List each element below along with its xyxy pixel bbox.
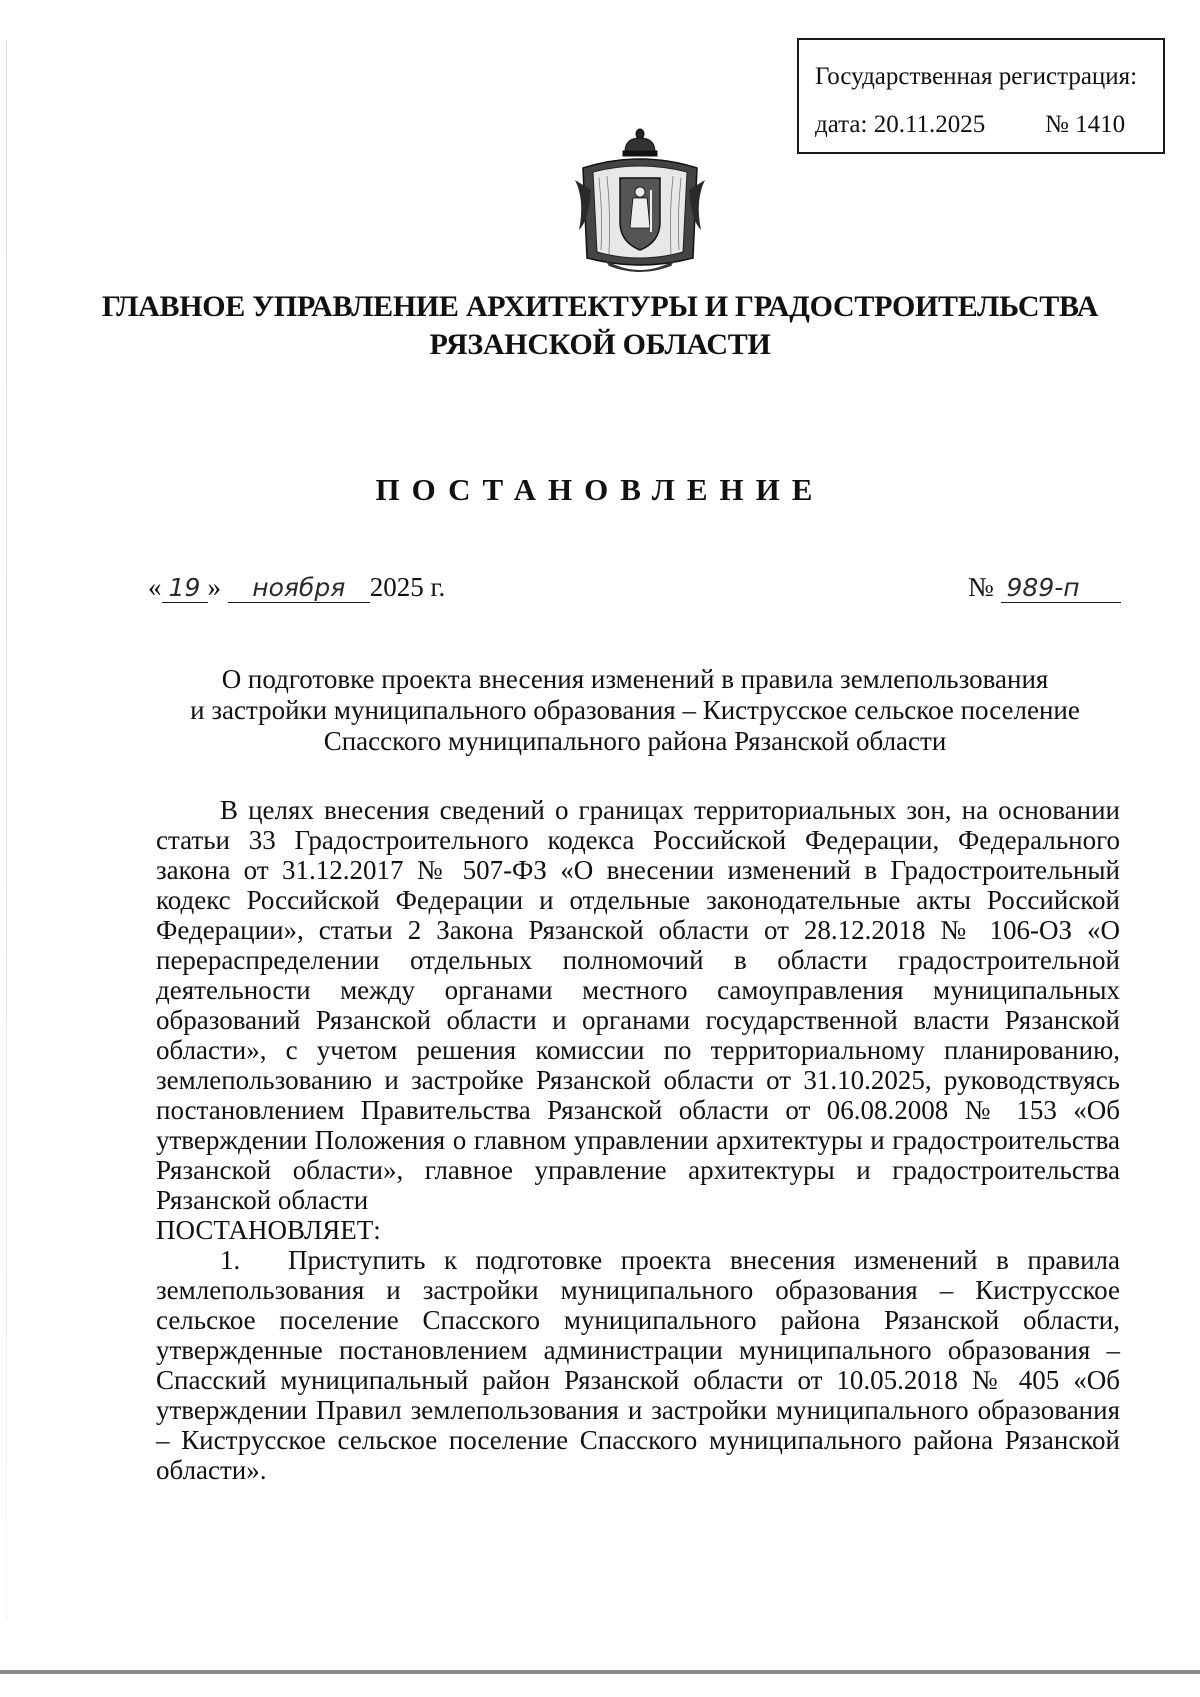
organization-name-line2: РЯЗАНСКОЙ ОБЛАСТИ (429, 328, 771, 361)
title-line1: О подготовке проекта внесения изменений в правила землепользования (221, 664, 1049, 694)
registration-stamp (797, 38, 1165, 154)
decree-number (968, 572, 1121, 603)
registration-number: № 1410 (1045, 111, 1126, 138)
date-day: 19 (162, 573, 208, 603)
item-1-number: 1. (220, 1245, 241, 1275)
date-close-quote: » (207, 572, 221, 602)
decree-date (148, 572, 445, 603)
registration-date: дата: 20.11.2025 (815, 111, 986, 138)
item-1-text: Приступить к подготовке проекта внесения изменений в правила землепользования и застройки муниципального образования – Киструсское сельское поселение Спасского муниципального района Рязанской области, утвержденные постановлением администрации муниципального образования – Спасский муниципальный район Рязанской области от 10.05.2018 № 405 «Об утверждении Правил землепользования и застройки муниципального образования – Киструсское сельское поселение Спасского муниципального района Рязанской области». (156, 1245, 1120, 1485)
decree-body (156, 795, 1120, 1485)
decree-number-value: 989-п (1001, 573, 1121, 603)
ryazan-coat-of-arms-icon (565, 120, 715, 280)
title-line2: и застройки муниципального образования – Киструсское сельское поселение (190, 695, 1080, 725)
organization-header (0, 288, 1200, 364)
scan-left-edge (6, 40, 7, 1620)
document-type: ПОСТАНОВЛЕНИЕ (375, 472, 825, 507)
registration-label: Государственная регистрация: (815, 63, 1138, 90)
organization-name-line1: ГЛАВНОЕ УПРАВЛЕНИЕ АРХИТЕКТУРЫ И ГРАДОСТРОИТЕЛЬСТВА (101, 290, 1099, 323)
title-line3: Спасского муниципального района Рязанской области (323, 726, 947, 756)
date-open-quote: « (148, 572, 162, 602)
preamble-paragraph (156, 795, 1120, 1245)
date-year: 2025 г. (369, 572, 446, 602)
preamble-text: В целях внесения сведений о границах территориальных зон, на основании статьи 33 Градостроительного кодекса Российской Федерации, Федерального закона от 31.12.2017 № 507-ФЗ «О внесении изменений в Градостроительный кодекс Российской Федерации и отдельные законодательные акты Российской Федерации», статьи 2 Закона Рязанской области от 28.12.2018 № 106-ОЗ «О перераспределении отдельных полномочий в области градостроительной деятельности между органами местного самоуправления муниципальных образований Рязанской области и органами государственной власти Рязанской области», с учетом решения комиссии по территориальному планированию, землепользованию и застройке Рязанской области от 31.10.2025, руководствуясь постановлением Правительства Рязанской области от 06.08.2008 № 153 «Об утверждении Положения о главном управлении архитектуры и градостроительства Рязанской области», главное управление архитектуры и градостроительства Рязанской области (156, 795, 1120, 1215)
decree-item-1 (156, 1245, 1120, 1485)
date-month: ноября (228, 573, 370, 603)
scan-bottom-edge (0, 1670, 1200, 1674)
decree-word: ПОСТАНОВЛЯЕТ: (156, 1215, 381, 1245)
decree-number-prefix: № (968, 572, 994, 602)
decree-title (150, 664, 1120, 757)
